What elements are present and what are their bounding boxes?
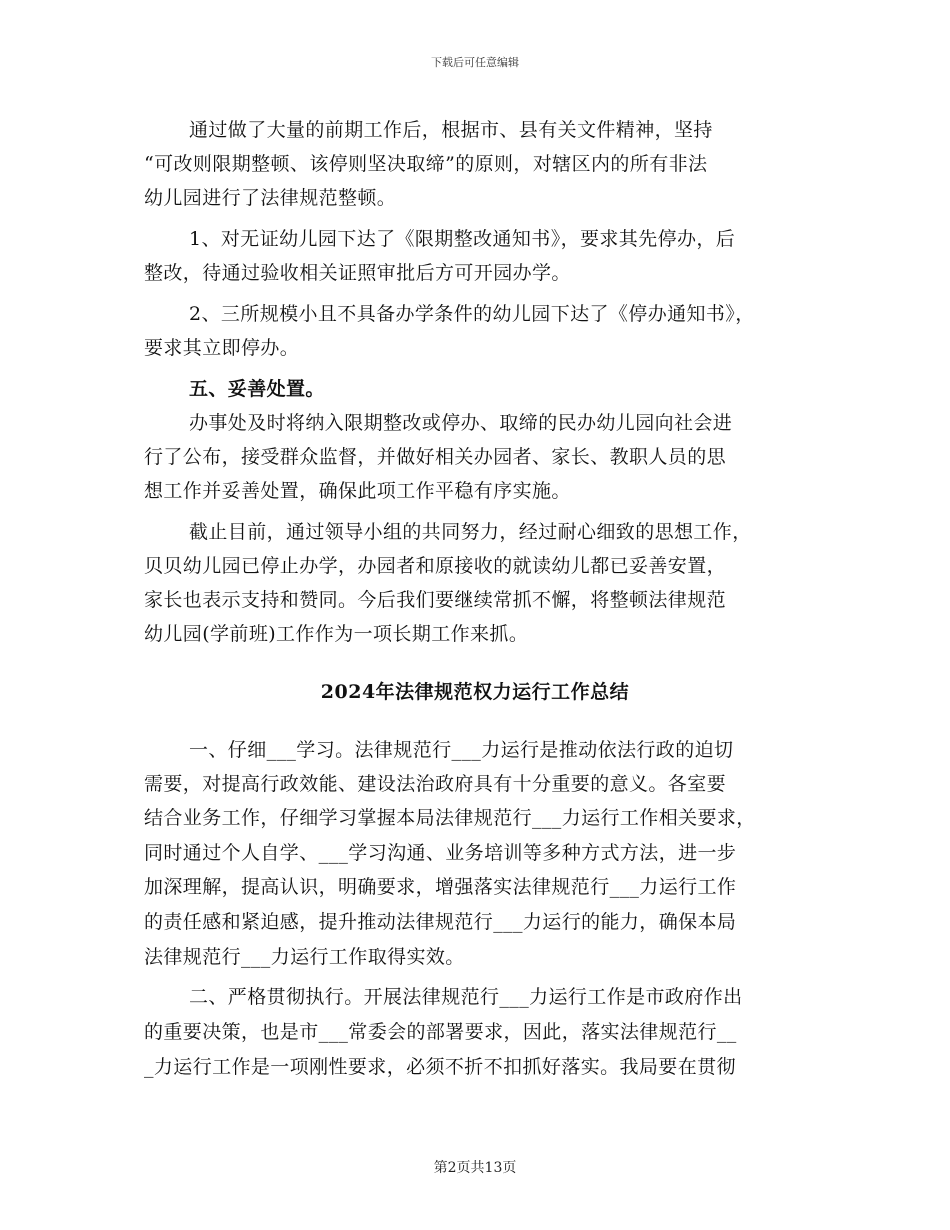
paragraph-line: 结合业务工作，仔细学习掌握本局法律规范行___力运行工作相关要求， (144, 807, 756, 829)
section-heading: 五、妥善处置。 (189, 378, 325, 400)
paragraph-line: “可改则限期整顿、该停则坚决取缔”的原则，对辖区内的所有非法 (144, 153, 708, 175)
document-title: 2024年法律规范权力运行工作总结 (320, 681, 630, 703)
paragraph-line: 的重要决策，也是市___常委会的部署要求，因此，落实法律规范行__ (144, 1021, 737, 1043)
paragraph-line: 办事处及时将纳入限期整改或停办、取缔的民办幼儿园向社会进 (189, 412, 733, 434)
paragraph-line: 幼儿园(学前班)工作作为一项长期工作来抓。 (144, 623, 529, 645)
paragraph-line: 二、严格贯彻执行。开展法律规范行___力运行工作是市政府作出 (189, 986, 743, 1008)
paragraph-line: 加深理解，提高认识，明确要求，增强落实法律规范行___力运行工作 (144, 876, 737, 898)
paragraph-line: 同时通过个人自学、___学习沟通、业务培训等多种方式方法，进一步 (144, 842, 737, 864)
paragraph-line: 要求其立即停办。 (144, 337, 300, 359)
paragraph-line: 截止目前，通过领导小组的共同努力，经过耐心细致的思想工作， (189, 521, 752, 543)
paragraph-line: 通过做了大量的前期工作后，根据市、县有关文件精神，坚持 (189, 119, 713, 141)
paragraph-line: 1、对无证幼儿园下达了《限期整改通知书》，要求其先停办，后 (189, 228, 736, 250)
paragraph-line: 行了公布，接受群众监督，并做好相关办园者、家长、教职人员的思 (144, 446, 727, 468)
paragraph-line: 幼儿园进行了法律规范整顿。 (144, 187, 397, 209)
paragraph-line: 一、仔细___学习。法律规范行___力运行是推动依法行政的迫切 (189, 739, 734, 761)
page-header-note: 下载后可任意编辑 (431, 56, 519, 69)
paragraph-line: 需要，对提高行政效能、建设法治政府具有十分重要的意义。各室要 (144, 773, 727, 795)
paragraph-line: 家长也表示支持和赞同。今后我们要继续常抓不懈，将整顿法律规范 (144, 589, 727, 611)
paragraph-line: 想工作并妥善处置，确保此项工作平稳有序实施。 (144, 480, 571, 502)
paragraph-line: _力运行工作是一项刚性要求，必须不折不扣抓好落实。我局要在贯彻 (144, 1056, 736, 1078)
paragraph-line: 2、三所规模小且不具备办学条件的幼儿园下达了《停办通知书》， (189, 303, 755, 325)
paragraph-line: 整改，待通过验收相关证照审批后方可开园办学。 (144, 262, 571, 284)
paragraph-line: 贝贝幼儿园已停止办学，办园者和原接收的就读幼儿都已妥善安置， (144, 555, 727, 577)
page-number-footer: 第2页共13页 (433, 1160, 517, 1176)
paragraph-line: 的责任感和紧迫感，提升推动法律规范行___力运行的能力，确保本局 (144, 911, 737, 933)
paragraph-line: 法律规范行___力运行工作取得实效。 (144, 946, 465, 968)
